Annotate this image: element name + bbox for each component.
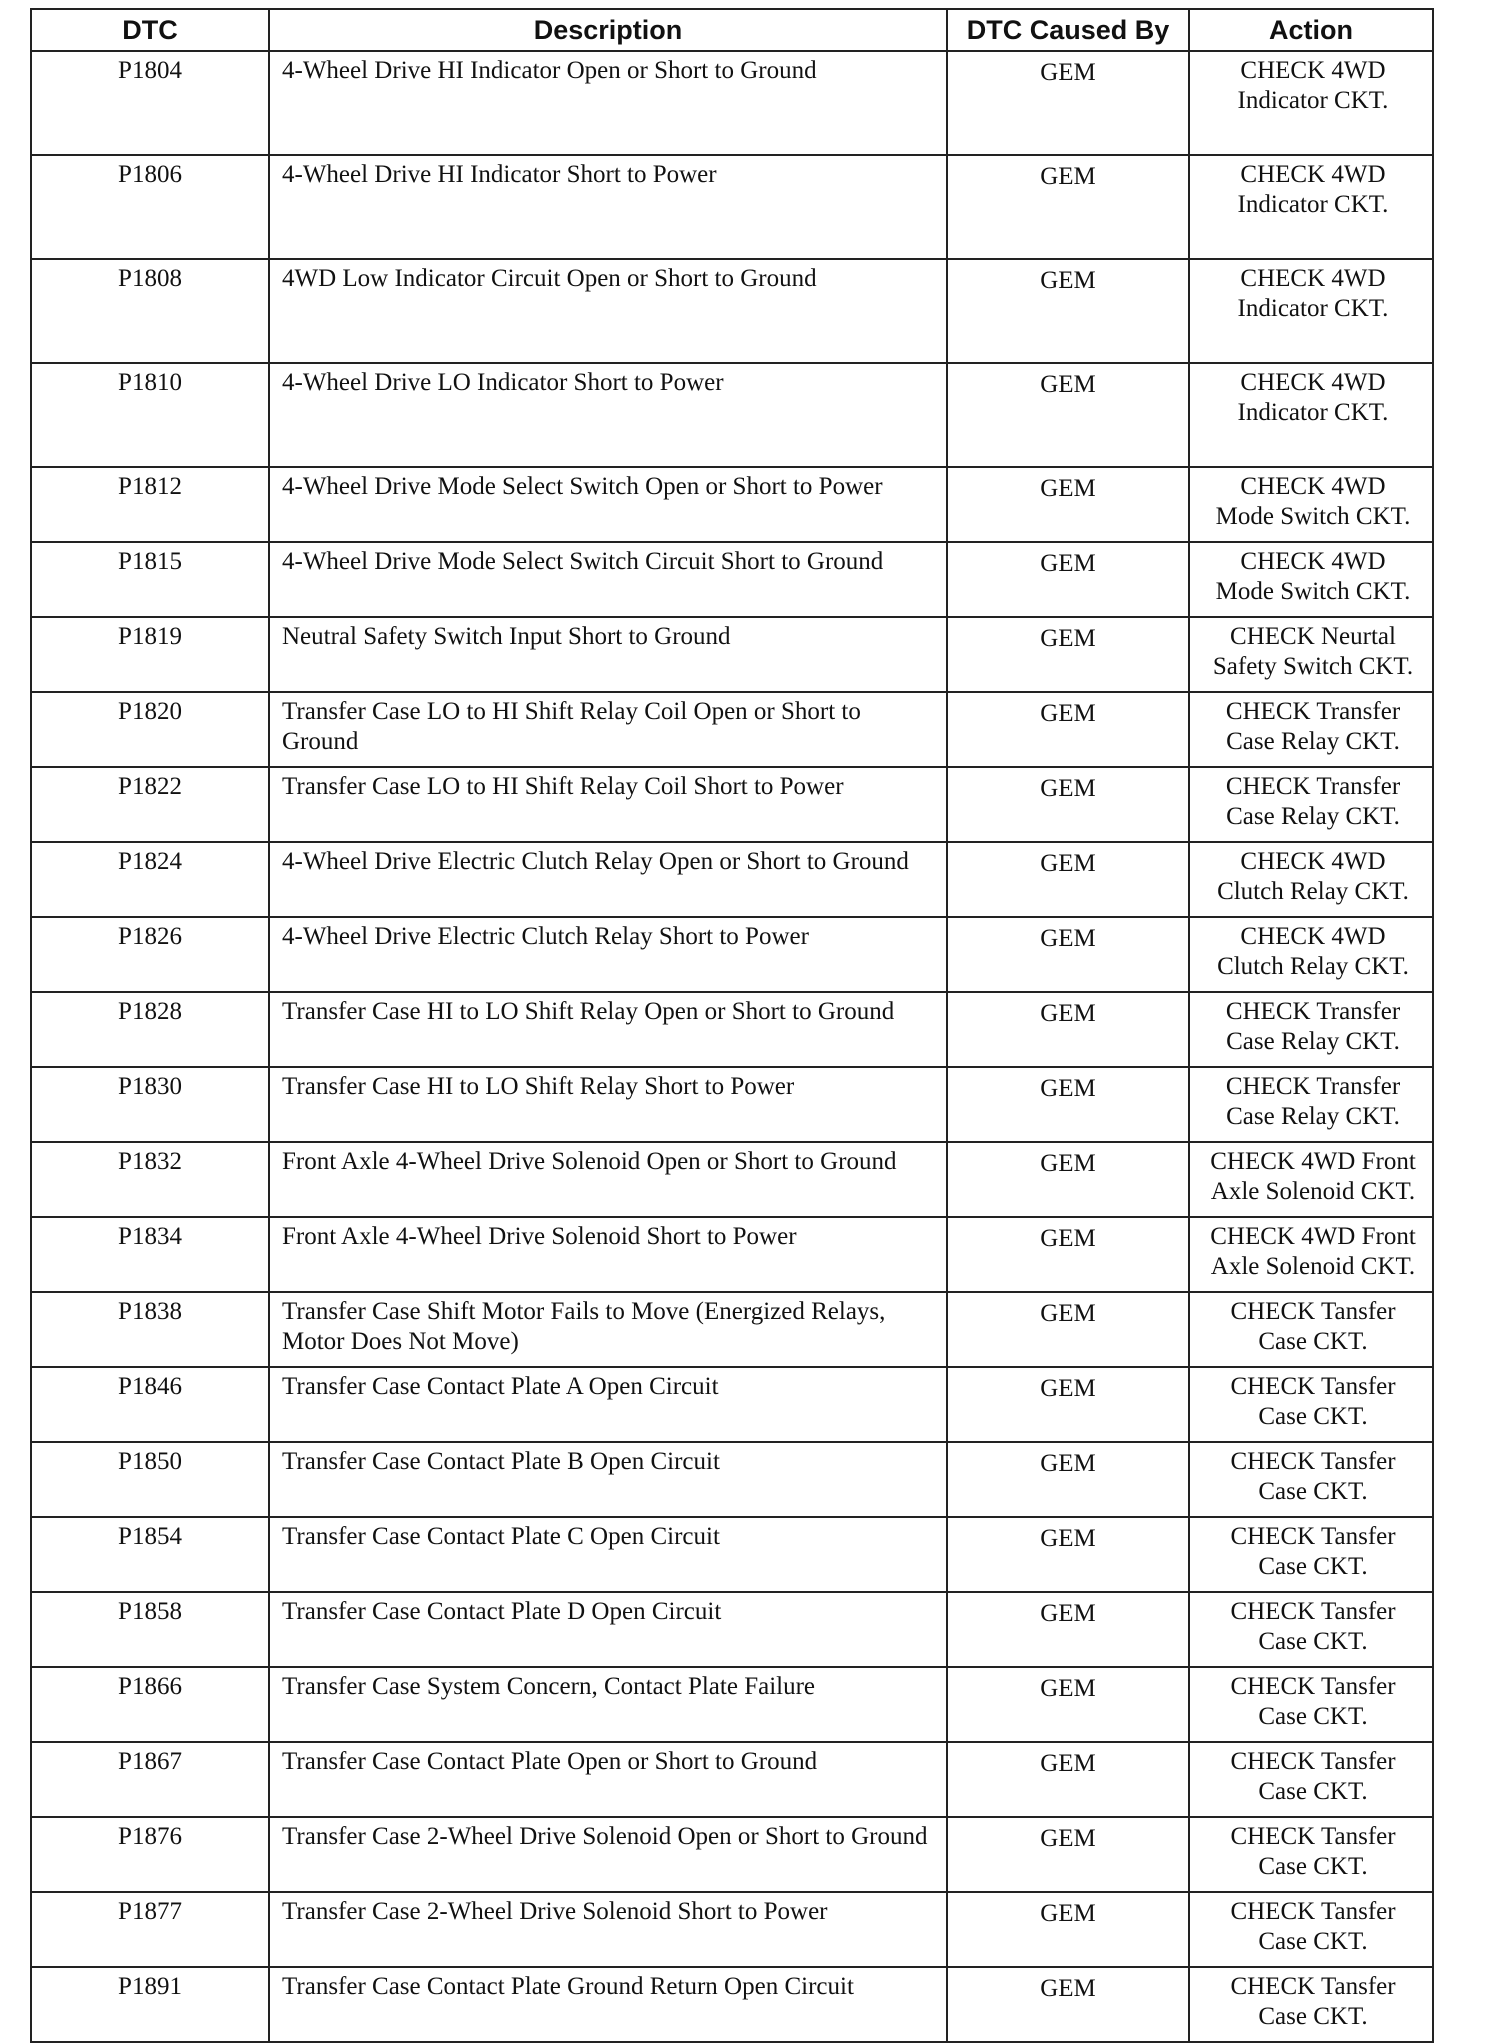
caused-by-cell: GEM	[947, 1667, 1189, 1742]
action-line: CHECK 4WD	[1240, 473, 1386, 500]
table-row	[31, 259, 1433, 363]
action-cell	[1189, 1817, 1433, 1892]
action-line: CHECK 4WD	[1240, 265, 1386, 292]
dtc-table	[30, 8, 1434, 2043]
table-row	[31, 767, 1433, 842]
action-cell	[1189, 155, 1433, 259]
table-body	[31, 51, 1433, 2042]
description-cell: Front Axle 4-Wheel Drive Solenoid Short to Power	[269, 1217, 947, 1292]
action-cell	[1189, 1067, 1433, 1142]
dtc-code-cell: P1822	[31, 767, 269, 842]
description-cell: Front Axle 4-Wheel Drive Solenoid Open or Short to Ground	[269, 1142, 947, 1217]
action-cell	[1189, 259, 1433, 363]
table-row	[31, 1142, 1433, 1217]
action-line: Case Relay CKT.	[1226, 1028, 1400, 1055]
dtc-code-cell: P1858	[31, 1592, 269, 1667]
caused-by-cell: GEM	[947, 1142, 1189, 1217]
caused-by-cell: GEM	[947, 1742, 1189, 1817]
action-line: Mode Switch CKT.	[1215, 578, 1411, 605]
caused-by-cell: GEM	[947, 363, 1189, 467]
action-cell	[1189, 767, 1433, 842]
description-cell: Transfer Case HI to LO Shift Relay Short to Power	[269, 1067, 947, 1142]
action-cell	[1189, 363, 1433, 467]
table-row	[31, 467, 1433, 542]
table-row	[31, 917, 1433, 992]
action-line: Indicator CKT.	[1237, 87, 1389, 114]
action-line: CHECK Tansfer	[1230, 1898, 1396, 1925]
caused-by-cell: GEM	[947, 692, 1189, 767]
table-row	[31, 1817, 1433, 1892]
action-line: CHECK 4WD	[1240, 369, 1386, 396]
action-line: Case CKT.	[1258, 1928, 1368, 1955]
caused-by-cell: GEM	[947, 1442, 1189, 1517]
action-line: CHECK 4WD Front	[1210, 1223, 1416, 1250]
caused-by-cell: GEM	[947, 617, 1189, 692]
header-action: Action	[1189, 9, 1433, 51]
caused-by-cell: GEM	[947, 1217, 1189, 1292]
description-cell: Transfer Case 2-Wheel Drive Solenoid Short to Power	[269, 1892, 947, 1967]
description-cell: Transfer Case 2-Wheel Drive Solenoid Open or Short to Ground	[269, 1817, 947, 1892]
action-line: Case CKT.	[1258, 1853, 1368, 1880]
table-row	[31, 1667, 1433, 1742]
action-cell	[1189, 917, 1433, 992]
caused-by-cell: GEM	[947, 1292, 1189, 1367]
action-cell	[1189, 1292, 1433, 1367]
description-cell: Transfer Case Shift Motor Fails to Move (Energized Relays, Motor Does Not Move)	[269, 1292, 947, 1367]
table-row	[31, 842, 1433, 917]
dtc-code-cell: P1804	[31, 51, 269, 155]
action-cell	[1189, 51, 1433, 155]
dtc-code-cell: P1846	[31, 1367, 269, 1442]
table-row	[31, 542, 1433, 617]
caused-by-cell: GEM	[947, 1817, 1189, 1892]
dtc-code-cell: P1876	[31, 1817, 269, 1892]
caused-by-cell: GEM	[947, 1592, 1189, 1667]
description-cell: 4-Wheel Drive Mode Select Switch Circuit Short to Ground	[269, 542, 947, 617]
action-cell	[1189, 542, 1433, 617]
action-line: CHECK Tansfer	[1230, 1973, 1396, 2000]
header-description: Description	[269, 9, 947, 51]
action-line: CHECK 4WD	[1240, 923, 1386, 950]
table-row	[31, 363, 1433, 467]
caused-by-cell: GEM	[947, 842, 1189, 917]
caused-by-cell: GEM	[947, 467, 1189, 542]
description-cell: 4-Wheel Drive Mode Select Switch Open or Short to Power	[269, 467, 947, 542]
caused-by-cell: GEM	[947, 767, 1189, 842]
table-row	[31, 1517, 1433, 1592]
caused-by-cell: GEM	[947, 1967, 1189, 2042]
action-line: Case CKT.	[1258, 1703, 1368, 1730]
action-line: Case Relay CKT.	[1226, 1103, 1400, 1130]
action-line: Indicator CKT.	[1237, 399, 1389, 426]
description-cell: Transfer Case Contact Plate C Open Circuit	[269, 1517, 947, 1592]
description-cell: Neutral Safety Switch Input Short to Ground	[269, 617, 947, 692]
table-row	[31, 992, 1433, 1067]
dtc-code-cell: P1810	[31, 363, 269, 467]
description-cell: 4-Wheel Drive Electric Clutch Relay Short to Power	[269, 917, 947, 992]
description-cell: 4-Wheel Drive HI Indicator Short to Power	[269, 155, 947, 259]
dtc-code-cell: P1808	[31, 259, 269, 363]
action-line: CHECK 4WD	[1240, 548, 1386, 575]
action-line: Indicator CKT.	[1237, 191, 1389, 218]
caused-by-cell: GEM	[947, 155, 1189, 259]
dtc-code-cell: P1819	[31, 617, 269, 692]
action-line: CHECK Tansfer	[1230, 1523, 1396, 1550]
caused-by-cell: GEM	[947, 992, 1189, 1067]
action-line: CHECK Tansfer	[1230, 1823, 1396, 1850]
action-cell	[1189, 617, 1433, 692]
action-line: Clutch Relay CKT.	[1217, 878, 1409, 905]
caused-by-cell: GEM	[947, 1367, 1189, 1442]
action-line: CHECK Neurtal	[1230, 623, 1396, 650]
caused-by-cell: GEM	[947, 259, 1189, 363]
table-row	[31, 1292, 1433, 1367]
caused-by-cell: GEM	[947, 1067, 1189, 1142]
description-cell: Transfer Case System Concern, Contact Plate Failure	[269, 1667, 947, 1742]
dtc-code-cell: P1832	[31, 1142, 269, 1217]
action-cell	[1189, 1517, 1433, 1592]
table-row	[31, 1442, 1433, 1517]
description-cell: Transfer Case LO to HI Shift Relay Coil Short to Power	[269, 767, 947, 842]
action-line: Axle Solenoid CKT.	[1210, 1178, 1416, 1205]
action-line: CHECK 4WD	[1240, 161, 1386, 188]
table-row	[31, 1592, 1433, 1667]
dtc-code-cell: P1891	[31, 1967, 269, 2042]
table-row	[31, 617, 1433, 692]
dtc-code-cell: P1815	[31, 542, 269, 617]
dtc-code-cell: P1812	[31, 467, 269, 542]
table-row	[31, 1892, 1433, 1967]
action-line: Case Relay CKT.	[1226, 803, 1400, 830]
action-line: Mode Switch CKT.	[1215, 503, 1411, 530]
table-row	[31, 1367, 1433, 1442]
action-line: Case CKT.	[1258, 1628, 1368, 1655]
action-cell	[1189, 842, 1433, 917]
dtc-code-cell: P1830	[31, 1067, 269, 1142]
action-cell	[1189, 1142, 1433, 1217]
action-line: Case CKT.	[1258, 1403, 1368, 1430]
action-line: Axle Solenoid CKT.	[1210, 1253, 1416, 1280]
dtc-code-cell: P1877	[31, 1892, 269, 1967]
action-cell	[1189, 692, 1433, 767]
action-line: CHECK Tansfer	[1230, 1748, 1396, 1775]
description-cell: Transfer Case Contact Plate B Open Circuit	[269, 1442, 947, 1517]
dtc-code-cell: P1867	[31, 1742, 269, 1817]
description-cell: 4WD Low Indicator Circuit Open or Short to Ground	[269, 259, 947, 363]
action-line: Case Relay CKT.	[1226, 728, 1400, 755]
dtc-code-cell: P1850	[31, 1442, 269, 1517]
dtc-code-cell: P1838	[31, 1292, 269, 1367]
action-cell	[1189, 1442, 1433, 1517]
description-cell: 4-Wheel Drive Electric Clutch Relay Open or Short to Ground	[269, 842, 947, 917]
action-line: CHECK Tansfer	[1230, 1598, 1396, 1625]
description-cell: Transfer Case Contact Plate Ground Return Open Circuit	[269, 1967, 947, 2042]
dtc-code-cell: P1828	[31, 992, 269, 1067]
dtc-code-cell: P1826	[31, 917, 269, 992]
action-line: CHECK Transfer	[1225, 998, 1401, 1025]
action-cell	[1189, 1667, 1433, 1742]
action-cell	[1189, 1367, 1433, 1442]
action-line: CHECK Transfer	[1225, 1073, 1401, 1100]
action-cell	[1189, 1217, 1433, 1292]
action-line: Case CKT.	[1258, 1553, 1368, 1580]
table-row	[31, 1067, 1433, 1142]
header-row	[31, 9, 1433, 51]
dtc-code-cell: P1820	[31, 692, 269, 767]
description-cell: Transfer Case Contact Plate A Open Circuit	[269, 1367, 947, 1442]
table-row	[31, 1217, 1433, 1292]
action-cell	[1189, 992, 1433, 1067]
description-cell: Transfer Case LO to HI Shift Relay Coil Open or Short to Ground	[269, 692, 947, 767]
table-row	[31, 51, 1433, 155]
action-line: Safety Switch CKT.	[1212, 653, 1414, 680]
dtc-code-cell: P1806	[31, 155, 269, 259]
action-line: Case CKT.	[1258, 1778, 1368, 1805]
action-cell	[1189, 1892, 1433, 1967]
header-dtc: DTC	[31, 9, 269, 51]
action-line: CHECK 4WD	[1240, 848, 1386, 875]
dtc-code-cell: P1854	[31, 1517, 269, 1592]
action-line: Case CKT.	[1258, 1328, 1368, 1355]
description-cell: 4-Wheel Drive LO Indicator Short to Power	[269, 363, 947, 467]
action-line: CHECK Tansfer	[1230, 1298, 1396, 1325]
action-cell	[1189, 1967, 1433, 2042]
description-cell: 4-Wheel Drive HI Indicator Open or Short to Ground	[269, 51, 947, 155]
action-line: CHECK Tansfer	[1230, 1673, 1396, 1700]
action-line: CHECK 4WD Front	[1210, 1148, 1416, 1175]
description-cell: Transfer Case Contact Plate D Open Circuit	[269, 1592, 947, 1667]
action-line: Clutch Relay CKT.	[1217, 953, 1409, 980]
action-line: CHECK Tansfer	[1230, 1448, 1396, 1475]
header-caused-by: DTC Caused By	[947, 9, 1189, 51]
caused-by-cell: GEM	[947, 1517, 1189, 1592]
table-row	[31, 692, 1433, 767]
caused-by-cell: GEM	[947, 1892, 1189, 1967]
action-cell	[1189, 467, 1433, 542]
dtc-code-cell: P1824	[31, 842, 269, 917]
action-line: Case CKT.	[1258, 2003, 1368, 2030]
action-line: Indicator CKT.	[1237, 295, 1389, 322]
action-line: Case CKT.	[1258, 1478, 1368, 1505]
dtc-code-cell: P1834	[31, 1217, 269, 1292]
caused-by-cell: GEM	[947, 917, 1189, 992]
table-row	[31, 155, 1433, 259]
caused-by-cell: GEM	[947, 542, 1189, 617]
table-row	[31, 1742, 1433, 1817]
action-line: CHECK Transfer	[1225, 773, 1401, 800]
action-cell	[1189, 1742, 1433, 1817]
description-cell: Transfer Case Contact Plate Open or Short to Ground	[269, 1742, 947, 1817]
action-line: CHECK 4WD	[1240, 57, 1386, 84]
action-cell	[1189, 1592, 1433, 1667]
dtc-code-cell: P1866	[31, 1667, 269, 1742]
action-line: CHECK Tansfer	[1230, 1373, 1396, 1400]
description-cell: Transfer Case HI to LO Shift Relay Open or Short to Ground	[269, 992, 947, 1067]
caused-by-cell: GEM	[947, 51, 1189, 155]
table-row	[31, 1967, 1433, 2042]
action-line: CHECK Transfer	[1225, 698, 1401, 725]
